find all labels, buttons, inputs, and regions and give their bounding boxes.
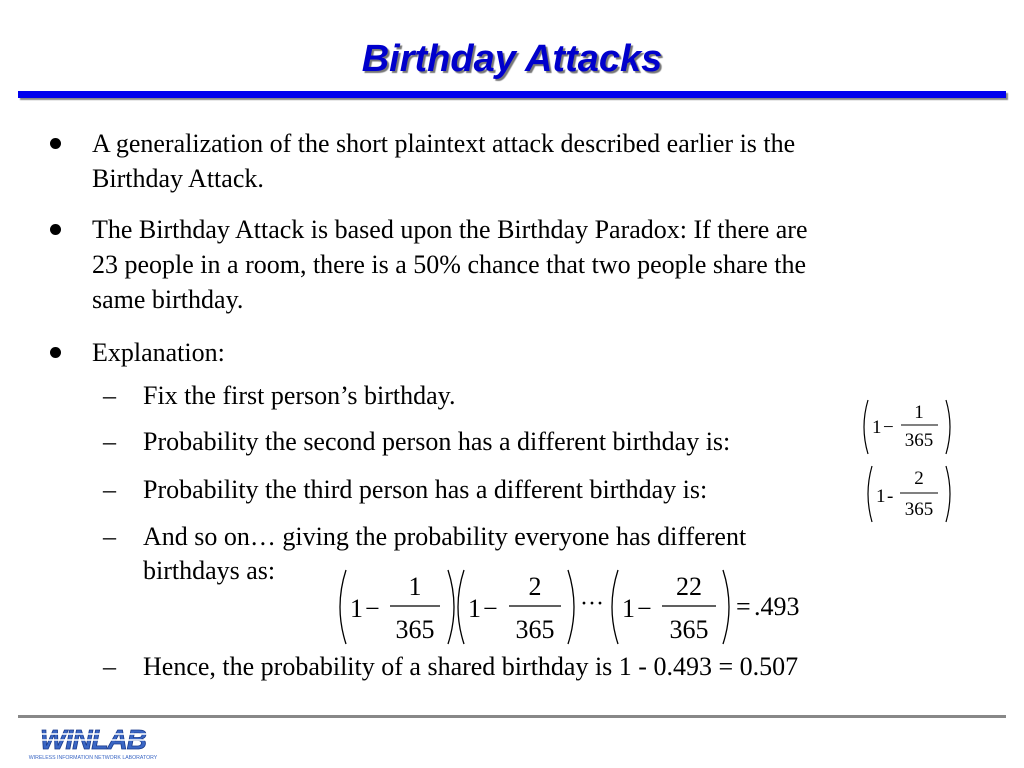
logo-wordmark: WINLAB (40, 724, 146, 755)
formula-operator: − (365, 594, 380, 623)
bullet-line: The Birthday Attack is based upon the Birthday Paradox: If there are (92, 215, 808, 244)
formula-one: 1 (876, 486, 886, 507)
formula-product (332, 565, 822, 650)
bullet-explanation (92, 335, 972, 370)
formula-numerator: 2 (914, 468, 924, 489)
formula-numerator: 2 (528, 572, 542, 601)
formula-result: .493 (754, 592, 800, 621)
right-paren (448, 570, 454, 644)
right-paren (946, 400, 950, 454)
formula-equals: = (736, 592, 751, 621)
formula-denominator: 365 (904, 499, 934, 520)
sub-item-first-person (103, 379, 456, 413)
bullet-dot (50, 138, 61, 149)
formula-one: 1 (350, 594, 363, 623)
sub-item-second-person (103, 425, 731, 459)
bullet-line: same birthday. (92, 285, 244, 314)
formula-denominator: 365 (904, 430, 934, 451)
sub-item-text: And so on… giving the probability everyone has different (143, 522, 747, 551)
sub-item-third-person (103, 473, 708, 507)
formula-operator: − (883, 417, 894, 438)
logo-subtext: WIRELESS INFORMATION NETWORK LABORATORY (28, 755, 158, 761)
right-paren (946, 466, 950, 522)
left-paren (340, 570, 346, 644)
formula-second-person (858, 396, 958, 458)
formula-numerator: 1 (408, 572, 422, 601)
sub-item-text: Probability the second person has a different birthday is: (143, 427, 731, 456)
formula-one: 1 (622, 594, 635, 623)
formula-third-person (862, 462, 958, 526)
formula-numerator: 22 (676, 572, 702, 601)
bullet-dot (50, 347, 61, 358)
bullet-line: Birthday Attack. (92, 164, 264, 193)
formula-ellipsis: ··· (580, 591, 604, 617)
formula-denominator: 365 (669, 615, 709, 644)
slide-title: Birthday Attacks (361, 38, 663, 80)
footer-divider (18, 715, 1006, 718)
bullet-dot (50, 224, 61, 235)
bullet-line: 23 people in a room, there is a 50% chance that two people share the (92, 250, 807, 279)
dash-marker: – (103, 652, 116, 681)
bullet-generalization (92, 126, 972, 196)
dash-marker: – (103, 522, 116, 551)
left-paren (458, 570, 464, 644)
right-paren (723, 570, 729, 644)
formula-numerator: 1 (914, 402, 924, 423)
bullet-paradox (92, 212, 972, 317)
sub-item-text: birthdays as: (143, 556, 276, 585)
dash-marker: – (103, 427, 116, 456)
bullet-line: Explanation: (92, 338, 225, 367)
title-divider (18, 91, 1006, 98)
sub-item-hence (103, 650, 799, 684)
right-paren (568, 570, 574, 644)
sub-item-text: Fix the first person’s birthday. (143, 381, 456, 410)
formula-denominator: 365 (515, 615, 555, 644)
sub-item-text: Hence, the probability of a shared birthday is 1 - 0.493 = 0.507 (143, 652, 799, 681)
formula-operator: − (637, 594, 652, 623)
sub-item-text: Probability the third person has a different birthday is: (143, 475, 708, 504)
formula-operator: − (483, 594, 498, 623)
formula-one: 1 (872, 417, 882, 438)
winlab-logo (16, 722, 170, 762)
left-paren (868, 466, 872, 522)
dash-marker: – (103, 475, 116, 504)
left-paren (612, 570, 618, 644)
bullet-line: A generalization of the short plaintext attack described earlier is the (92, 129, 796, 158)
formula-one: 1 (468, 594, 481, 623)
formula-denominator: 365 (395, 615, 435, 644)
left-paren (864, 400, 868, 454)
dash-marker: – (103, 381, 116, 410)
formula-operator: - (887, 486, 894, 507)
